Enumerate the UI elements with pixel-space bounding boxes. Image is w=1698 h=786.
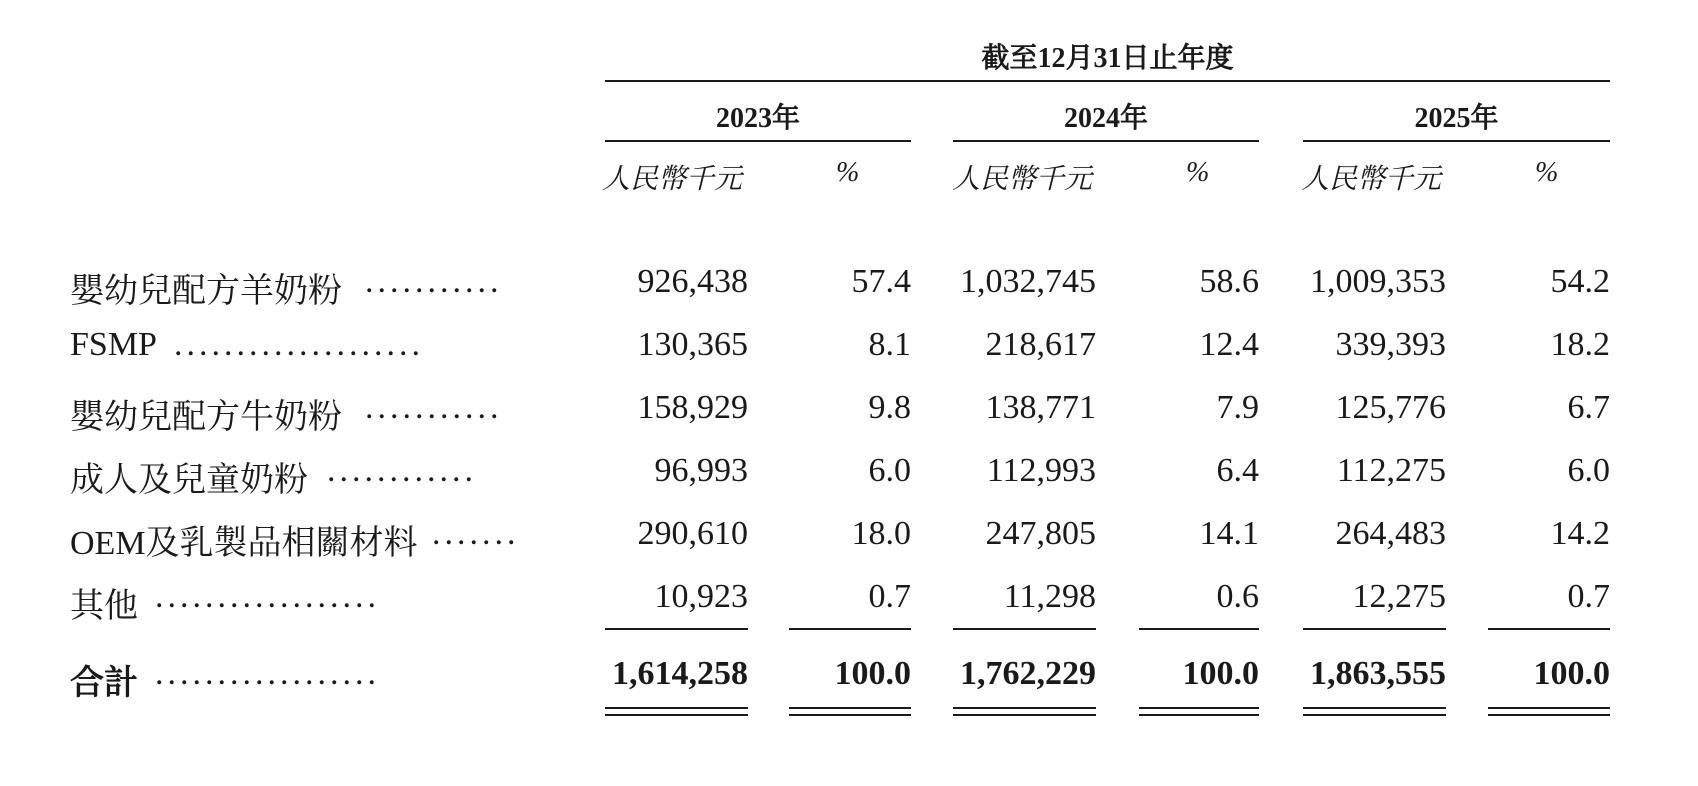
- percent-cell: 18.2: [1550, 326, 1610, 363]
- amount-cell: 290,610: [637, 515, 748, 552]
- unit-header-2024: 人民幣千元: [952, 164, 1093, 195]
- percent-cell: 0.7: [1567, 578, 1610, 615]
- row-label: 成人及兒童奶粉: [70, 462, 308, 499]
- amount-cell: 12,275: [1352, 578, 1446, 615]
- percent-cell: 6.0: [868, 452, 911, 489]
- subtotal-rule-c1: [789, 628, 911, 630]
- year-rule-2024: [953, 140, 1259, 142]
- percent-cell: 6.7: [1567, 389, 1610, 426]
- amount-cell: 1,762,229: [960, 655, 1096, 692]
- amount-cell: 1,009,353: [1310, 263, 1446, 300]
- percent-cell: 58.6: [1199, 263, 1259, 300]
- amount-cell: 1,614,258: [612, 655, 748, 692]
- row-label: OEM及乳製品相關材料: [70, 525, 418, 562]
- year-header-2023: 2023年: [715, 103, 800, 134]
- row-label: 其他: [70, 588, 138, 625]
- amount-cell: 112,993: [986, 452, 1096, 489]
- amount-cell: 218,617: [985, 326, 1096, 363]
- percent-cell: 6.0: [1567, 452, 1610, 489]
- row-label: 合計: [70, 665, 138, 702]
- period-header: 截至12月31日止年度: [981, 43, 1234, 74]
- amount-cell: 264,483: [1335, 515, 1446, 552]
- total-double-rule-c2b: [953, 714, 1096, 716]
- leader-dots: ...........: [365, 389, 503, 426]
- subtotal-rule-c5: [1488, 628, 1610, 630]
- subtotal-rule-c4: [1303, 628, 1446, 630]
- total-double-rule-c2a: [953, 707, 1096, 709]
- subtotal-rule-c2: [953, 628, 1096, 630]
- leader-dots: ....................: [174, 326, 424, 363]
- row-label: 嬰幼兒配方羊奶粉: [70, 273, 342, 310]
- leader-dots: ..................: [155, 655, 380, 692]
- percent-cell: 9.8: [868, 389, 911, 426]
- subtotal-rule-c3: [1139, 628, 1259, 630]
- amount-cell: 1,032,745: [960, 263, 1096, 300]
- subtotal-rule-c0: [605, 628, 748, 630]
- percent-cell: 6.4: [1216, 452, 1259, 489]
- percent-cell: 57.4: [851, 263, 911, 300]
- percent-cell: 0.6: [1216, 578, 1259, 615]
- year-header-2024: 2024年: [1063, 103, 1148, 134]
- total-double-rule-c5a: [1488, 707, 1610, 709]
- percent-cell: 14.1: [1199, 515, 1259, 552]
- amount-cell: 11,298: [1003, 578, 1096, 615]
- percent-cell: 0.7: [868, 578, 911, 615]
- pct-header-2023: %: [836, 157, 860, 188]
- pct-header-2024: %: [1186, 157, 1210, 188]
- leader-dots: ............: [327, 452, 477, 489]
- amount-cell: 1,863,555: [1310, 655, 1446, 692]
- amount-cell: 125,776: [1335, 389, 1446, 426]
- total-double-rule-c0a: [605, 707, 748, 709]
- amount-cell: 158,929: [637, 389, 748, 426]
- leader-dots: ...........: [365, 263, 503, 300]
- leader-dots: .......: [432, 515, 520, 552]
- percent-cell: 100.0: [834, 655, 911, 692]
- total-double-rule-c1b: [789, 714, 911, 716]
- unit-header-2023: 人民幣千元: [602, 164, 743, 195]
- amount-cell: 138,771: [985, 389, 1096, 426]
- year-header-2025: 2025年: [1414, 103, 1499, 134]
- percent-cell: 18.0: [851, 515, 911, 552]
- amount-cell: 130,365: [637, 326, 748, 363]
- total-double-rule-c0b: [605, 714, 748, 716]
- unit-header-2025: 人民幣千元: [1301, 164, 1442, 195]
- leader-dots: ..................: [155, 578, 380, 615]
- percent-cell: 8.1: [868, 326, 911, 363]
- amount-cell: 96,993: [654, 452, 748, 489]
- amount-cell: 112,275: [1336, 452, 1446, 489]
- row-label: 嬰幼兒配方牛奶粉: [70, 399, 342, 436]
- total-double-rule-c4b: [1303, 714, 1446, 716]
- percent-cell: 100.0: [1182, 655, 1259, 692]
- percent-cell: 54.2: [1550, 263, 1610, 300]
- amount-cell: 10,923: [654, 578, 748, 615]
- percent-cell: 14.2: [1550, 515, 1610, 552]
- amount-cell: 247,805: [985, 515, 1096, 552]
- period-header-rule: [605, 80, 1610, 82]
- row-label: FSMP: [70, 326, 157, 363]
- total-double-rule-c1a: [789, 707, 911, 709]
- total-double-rule-c5b: [1488, 714, 1610, 716]
- amount-cell: 926,438: [637, 263, 748, 300]
- total-double-rule-c3a: [1139, 707, 1259, 709]
- year-rule-2025: [1303, 140, 1610, 142]
- percent-cell: 12.4: [1199, 326, 1259, 363]
- percent-cell: 7.9: [1216, 389, 1259, 426]
- total-double-rule-c4a: [1303, 707, 1446, 709]
- total-double-rule-c3b: [1139, 714, 1259, 716]
- percent-cell: 100.0: [1533, 655, 1610, 692]
- pct-header-2025: %: [1535, 157, 1559, 188]
- year-rule-2023: [605, 140, 911, 142]
- amount-cell: 339,393: [1335, 326, 1446, 363]
